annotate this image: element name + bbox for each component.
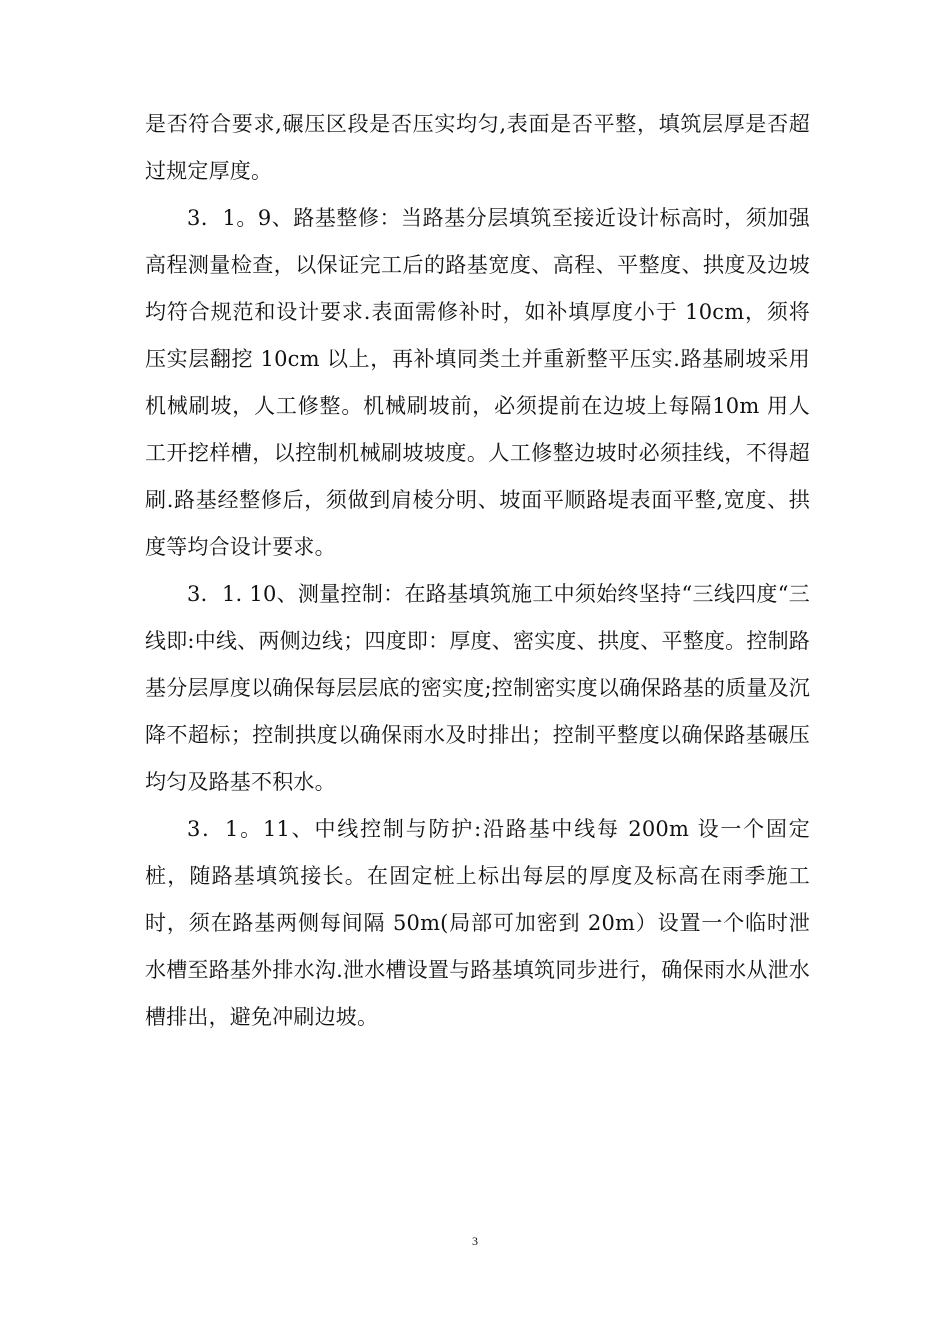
paragraph-continuation: 是否符合要求,碾压区段是否压实均匀,表面是否平整，填筑层厚是否超过规定厚度。 xyxy=(145,112,810,183)
body-text xyxy=(145,101,810,1041)
page-number: 3 xyxy=(472,1234,478,1248)
paragraph-3-1-10-survey-control: 3．1. 10、测量控制：在路基填筑施工中须始终坚持“三线四度“三线即:中线、两侧边线；四度即：厚度、密实度、拱度、平整度。控制路基分层厚度以确保每层层底的密实度;控制密实度以确保路基的质量及沉降不超标；控制拱度以确保雨水及时排出；控制平整度以确保路基碾压均匀及路基不积水。 xyxy=(145,582,810,794)
paragraph-3-1-11-centerline-control: 3．1。11、中线控制与防护:沿路基中线每 200m 设一个固定桩，随路基填筑接长。在固定桩上标出每层的厚度及标高在雨季施工时，须在路基两侧每间隔 50m(局部可加密到 20m）设置一个临时泄水槽至路基外排水沟.泄水槽设置与路基填筑同步进行，确保雨水从泄水槽排出，避免冲刷边坡。 xyxy=(145,817,810,1029)
paragraph-3-1-9-subgrade-trimming: 3．1。9、路基整修：当路基分层填筑至接近设计标高时，须加强高程测量检查，以保证完工后的路基宽度、高程、平整度、拱度及边坡均符合规范和设计要求.表面需修补时，如补填厚度小于 10cm，须将压实层翻挖 10cm 以上，再补填同类土并重新整平压实.路基刷坡采用机械刷坡，人工修整。机械刷坡前，必须提前在边坡上每隔10m 用人工开挖样槽，以控制机械刷坡坡度。人工修整边坡时必须挂线，不得超刷.路基经整修后，须做到肩棱分明、坡面平顺路堤表面平整,宽度、拱度等均合设计要求。 xyxy=(145,206,810,559)
